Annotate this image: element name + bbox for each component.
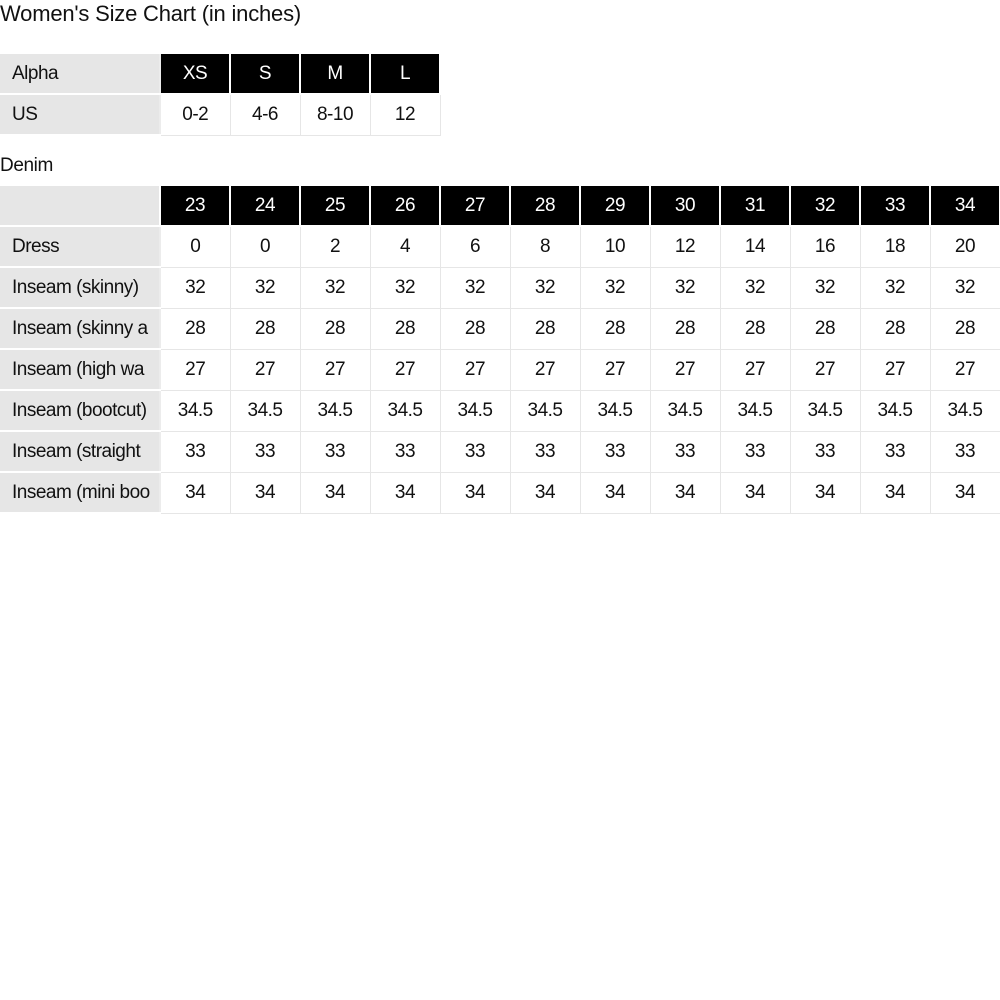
table-cell: 33 (860, 431, 930, 472)
table-cell: 28 (510, 308, 580, 349)
table-cell: 27 (790, 349, 860, 390)
table-cell: 32 (580, 267, 650, 308)
section-title-denim: Denim (0, 155, 53, 176)
table-cell: 28 (370, 308, 440, 349)
table-row (0, 267, 1000, 308)
table-cell: 34.5 (930, 390, 1000, 431)
table-cell: 4 (370, 226, 440, 267)
table-cell: 28 (860, 308, 930, 349)
waist-size-header: 32 (790, 186, 860, 226)
table-cell: 34.5 (440, 390, 510, 431)
us-size-cell: 0-2 (160, 94, 230, 135)
table-cell: 28 (230, 308, 300, 349)
table-cell: 32 (440, 267, 510, 308)
table-row-us (0, 94, 440, 135)
table-cell: 27 (230, 349, 300, 390)
table-cell: 32 (370, 267, 440, 308)
table-cell: 34 (440, 472, 510, 513)
table-row (0, 431, 1000, 472)
table-cell: 27 (860, 349, 930, 390)
table-cell: 32 (300, 267, 370, 308)
table-cell: 32 (650, 267, 720, 308)
table-cell: 27 (580, 349, 650, 390)
table-cell: 6 (440, 226, 510, 267)
table-cell: 28 (720, 308, 790, 349)
table-row-alpha (0, 54, 440, 94)
table-cell: 28 (650, 308, 720, 349)
table-cell: 32 (860, 267, 930, 308)
table-cell: 33 (370, 431, 440, 472)
waist-size-header: 29 (580, 186, 650, 226)
table-cell: 34 (370, 472, 440, 513)
table-cell: 27 (440, 349, 510, 390)
table-cell: 33 (790, 431, 860, 472)
table-cell: 28 (300, 308, 370, 349)
table-cell: 33 (650, 431, 720, 472)
table-cell: 32 (720, 267, 790, 308)
table-cell: 34 (230, 472, 300, 513)
row-label: Inseam (skinny a (0, 308, 160, 349)
table-header-row (0, 186, 1000, 226)
alpha-size-cell: XS (160, 54, 230, 94)
table-cell: 33 (440, 431, 510, 472)
table-cell: 0 (230, 226, 300, 267)
us-size-cell: 4-6 (230, 94, 300, 135)
table-cell: 8 (510, 226, 580, 267)
table-cell: 33 (510, 431, 580, 472)
us-size-cell: 8-10 (300, 94, 370, 135)
table-cell: 27 (160, 349, 230, 390)
table-cell: 28 (930, 308, 1000, 349)
waist-size-header: 23 (160, 186, 230, 226)
table-cell: 34 (720, 472, 790, 513)
table-row (0, 226, 1000, 267)
table-cell: 27 (650, 349, 720, 390)
row-label: Inseam (high wa (0, 349, 160, 390)
header-corner-cell (0, 186, 160, 226)
table-cell: 20 (930, 226, 1000, 267)
table-cell: 34.5 (230, 390, 300, 431)
table-cell: 10 (580, 226, 650, 267)
alpha-size-table (0, 54, 441, 136)
us-size-cell: 12 (370, 94, 440, 135)
table-cell: 34.5 (650, 390, 720, 431)
table-cell: 32 (230, 267, 300, 308)
table-cell: 16 (790, 226, 860, 267)
table-cell: 18 (860, 226, 930, 267)
row-label: Inseam (skinny) (0, 267, 160, 308)
table-cell: 33 (720, 431, 790, 472)
alpha-size-cell: S (230, 54, 300, 94)
table-cell: 27 (510, 349, 580, 390)
table-cell: 0 (160, 226, 230, 267)
waist-size-header: 28 (510, 186, 580, 226)
table-cell: 33 (930, 431, 1000, 472)
table-cell: 34 (930, 472, 1000, 513)
table-cell: 28 (790, 308, 860, 349)
table-cell: 12 (650, 226, 720, 267)
table-cell: 34 (160, 472, 230, 513)
table-cell: 28 (440, 308, 510, 349)
table-cell: 33 (300, 431, 370, 472)
waist-size-header: 33 (860, 186, 930, 226)
table-cell: 34.5 (160, 390, 230, 431)
table-cell: 34.5 (370, 390, 440, 431)
waist-size-header: 26 (370, 186, 440, 226)
waist-size-header: 24 (230, 186, 300, 226)
table-cell: 27 (930, 349, 1000, 390)
row-label: Inseam (straight (0, 431, 160, 472)
table-cell: 33 (580, 431, 650, 472)
waist-size-header: 30 (650, 186, 720, 226)
waist-size-header: 25 (300, 186, 370, 226)
table-cell: 34.5 (720, 390, 790, 431)
denim-size-table (0, 186, 1000, 514)
table-cell: 27 (370, 349, 440, 390)
table-cell: 34 (510, 472, 580, 513)
table-cell: 27 (300, 349, 370, 390)
table-row (0, 390, 1000, 431)
table-row (0, 349, 1000, 390)
table-cell: 34.5 (790, 390, 860, 431)
table-cell: 32 (930, 267, 1000, 308)
waist-size-header: 27 (440, 186, 510, 226)
alpha-size-cell: L (370, 54, 440, 94)
table-cell: 27 (720, 349, 790, 390)
table-cell: 34 (790, 472, 860, 513)
waist-size-header: 31 (720, 186, 790, 226)
table-cell: 14 (720, 226, 790, 267)
alpha-size-cell: M (300, 54, 370, 94)
row-label: Inseam (mini boo (0, 472, 160, 513)
table-cell: 34 (580, 472, 650, 513)
row-label: US (0, 94, 160, 135)
table-cell: 34.5 (580, 390, 650, 431)
table-cell: 33 (160, 431, 230, 472)
table-cell: 34 (650, 472, 720, 513)
row-label: Inseam (bootcut) (0, 390, 160, 431)
table-cell: 34.5 (860, 390, 930, 431)
table-row (0, 472, 1000, 513)
page-title: Women's Size Chart (in inches) (0, 1, 302, 26)
table-cell: 28 (160, 308, 230, 349)
table-cell: 2 (300, 226, 370, 267)
table-cell: 28 (580, 308, 650, 349)
row-label: Dress (0, 226, 160, 267)
table-cell: 34.5 (510, 390, 580, 431)
table-row (0, 308, 1000, 349)
table-cell: 34 (300, 472, 370, 513)
waist-size-header: 34 (930, 186, 1000, 226)
table-cell: 32 (790, 267, 860, 308)
table-cell: 34 (860, 472, 930, 513)
table-cell: 32 (510, 267, 580, 308)
table-cell: 33 (230, 431, 300, 472)
row-label: Alpha (0, 54, 160, 94)
table-cell: 32 (160, 267, 230, 308)
table-cell: 34.5 (300, 390, 370, 431)
